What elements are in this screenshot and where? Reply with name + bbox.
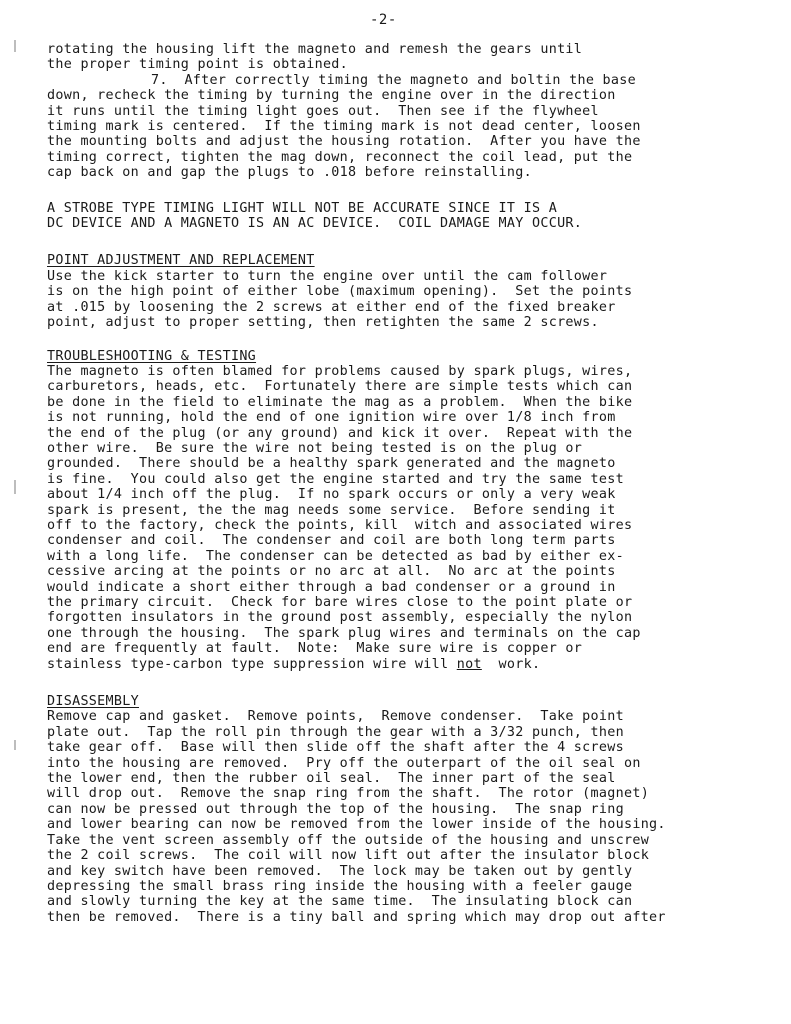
timing-paragraph <box>47 42 747 181</box>
text-line: the 2 coil screws. The coil will now lift out after the insulator block <box>47 848 650 864</box>
troubleshooting-section <box>47 349 747 673</box>
margin-mark <box>14 480 16 494</box>
text-line: would indicate a short either through a bad condenser or a ground in <box>47 579 616 595</box>
text-line: The magneto is often blamed for problems caused by spark plugs, wires, <box>47 363 633 379</box>
text-line: rotating the housing lift the magneto and remesh the gears until <box>47 42 583 57</box>
text-line: cessive arcing at the points or no arc at all. No arc at the points <box>47 564 616 580</box>
text-line: can now be pressed out through the top of the housing. The snap ring <box>47 801 624 817</box>
section-heading: DISASSEMBLY <box>47 694 139 710</box>
section-heading: POINT ADJUSTMENT AND REPLACEMENT <box>47 253 315 269</box>
text-line: grounded. There should be a healthy spark generated and the magneto <box>47 456 616 472</box>
text-line: is not running, hold the end of one ignition wire over 1/8 inch from <box>47 410 616 426</box>
text-line: depressing the small brass ring inside the housing with a feeler gauge <box>47 878 633 894</box>
text-line: and lower bearing can now be removed from the lower inside of the housing. <box>47 817 666 833</box>
text-line: end are frequently at fault. Note: Make sure wire is copper or <box>47 641 583 657</box>
text-line: cap back on and gap the plugs to .018 before reinstalling. <box>47 165 532 181</box>
section-heading: TROUBLESHOOTING & TESTING <box>47 348 257 364</box>
text-line: spark is present, the the mag needs some service. Before sending it <box>47 502 616 518</box>
warning-line: A STROBE TYPE TIMING LIGHT WILL NOT BE ACCURATE SINCE IT IS A <box>47 200 558 216</box>
text-line: will drop out. Remove the snap ring from the shaft. The rotor (magnet) <box>47 786 650 802</box>
text-line <box>47 657 747 672</box>
text-line: is on the high point of either lobe (maximum opening). Set the points <box>47 284 633 300</box>
text-line: the end of the plug (or any ground) and kick it over. Repeat with the <box>47 425 633 441</box>
text-line: about 1/4 inch off the plug. If no spark occurs or only a very weak <box>47 487 616 503</box>
text-line: at .015 by loosening the 2 screws at either end of the fixed breaker <box>47 299 616 315</box>
warning-line: DC DEVICE AND A MAGNETO IS AN AC DEVICE. COIL DAMAGE MAY OCCUR. <box>47 216 583 232</box>
text-line: forgotten insulators in the ground post assembly, especially the nylon <box>47 610 633 626</box>
text-line: other wire. Be sure the wire not being tested is on the plug or <box>47 440 583 456</box>
text-line: point, adjust to proper setting, then retighten the same 2 screws. <box>47 315 599 331</box>
text-line: condenser and coil. The condenser and coil are both long term parts <box>47 533 616 549</box>
text-line: Remove cap and gasket. Remove points, Remove condenser. Take point <box>47 709 624 725</box>
text-line: plate out. Tap the roll pin through the gear with a 3/32 punch, then <box>47 724 624 740</box>
emphasis-not: not <box>456 656 482 672</box>
text-line: is fine. You could also get the engine started and try the same test <box>47 471 624 487</box>
warning-paragraph <box>47 201 747 232</box>
text-line: be done in the field to eliminate the mag as a problem. When the bike <box>47 394 633 410</box>
margin-mark <box>14 740 16 750</box>
text-line: Take the vent screen assembly off the outside of the housing and unscrew <box>47 832 650 848</box>
text-line: the primary circuit. Check for bare wires close to the point plate or <box>47 595 633 610</box>
text-line: then be removed. There is a tiny ball and spring which may drop out after <box>47 909 666 925</box>
text-line: it runs until the timing light goes out. Then see if the flywheel <box>47 103 599 119</box>
text-line: and key switch have been removed. The lock may be taken out by gently <box>47 863 633 879</box>
text-line: 7. After correctly timing the magneto and boltin the base <box>151 72 636 88</box>
text-line: off to the factory, check the points, kill witch and associated wires <box>47 517 633 533</box>
document-body <box>47 42 747 925</box>
text-line: timing correct, tighten the mag down, reconnect the coil lead, put the <box>47 149 633 165</box>
text-line: the lower end, then the rubber oil seal. The inner part of the seal <box>47 771 616 787</box>
margin-mark <box>14 40 16 52</box>
text-line: and slowly turning the key at the same time. The insulating block can <box>47 894 633 910</box>
text-line: timing mark is centered. If the timing mark is not dead center, loosen <box>47 119 641 135</box>
page-number: -2- <box>370 12 397 28</box>
text-line: one through the housing. The spark plug wires and terminals on the cap <box>47 625 641 641</box>
text-line: into the housing are removed. Pry off the outerpart of the oil seal on <box>47 755 641 771</box>
text-line: the proper timing point is obtained. <box>47 57 349 73</box>
point-adjustment-section <box>47 253 747 330</box>
text-line: take gear off. Base will then slide off the shaft after the 4 screws <box>47 740 624 756</box>
text-line: the mounting bolts and adjust the housing rotation. After you have the <box>47 134 641 150</box>
disassembly-section <box>47 694 747 925</box>
text-fragment: stainless type-carbon type suppression wire will <box>47 656 457 672</box>
text-line: down, recheck the timing by turning the engine over in the direction <box>47 88 616 104</box>
text-fragment: work. <box>481 656 541 672</box>
text-line: Use the kick starter to turn the engine over until the cam follower <box>47 268 608 284</box>
text-line: carburetors, heads, etc. Fortunately there are simple tests which can <box>47 379 633 395</box>
text-line: with a long life. The condenser can be detected as bad by either ex- <box>47 548 624 564</box>
